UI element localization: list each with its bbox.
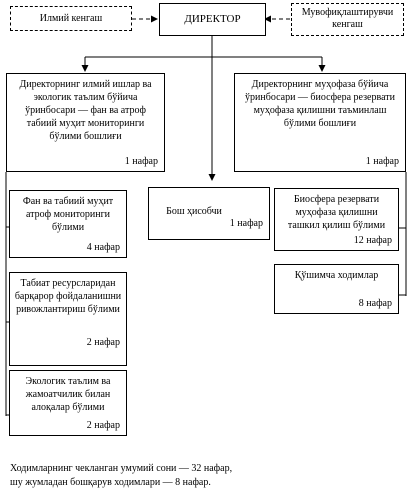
right-unit-1-box	[274, 188, 399, 251]
right-unit-1-count: 12 нафар	[353, 235, 392, 246]
staff-total-line: Ходимларнинг чекланган умумий сони — 32 нафар,	[10, 463, 233, 474]
protection-deputy-count: 1 нафар	[365, 156, 399, 167]
coordinating-council-box	[291, 3, 404, 36]
protection-deputy-title: Директорнинг муҳофаза бўйича ўринбосари — биосфера резервати муҳофаза қилишни таъминлаш бўлими бошлиғи	[245, 79, 395, 129]
right-unit-2-title: Қўшимча ходимлар	[294, 270, 379, 281]
coordinating-council-label: Мувофиқлаштирувчи кенгаш	[301, 7, 394, 30]
left-unit-3-box	[9, 370, 127, 436]
management-staff-line: шу жумладан бошқарув ходимлари — 8 нафар.	[10, 477, 211, 488]
left-unit-1-box	[9, 190, 127, 258]
scientific-council-label: Илмий кенгаш	[39, 13, 103, 24]
science-deputy-count: 1 нафар	[124, 156, 158, 167]
protection-deputy-box	[234, 73, 406, 172]
science-deputy-box	[6, 73, 165, 172]
director-box	[159, 3, 266, 36]
chief-accountant-box	[148, 187, 270, 240]
left-unit-1-count: 4 нафар	[86, 242, 120, 253]
left-unit-2-title: Табиат ресурсларидан барқарор фойдаланишни ривожлантириш бўлими	[14, 278, 122, 315]
left-unit-2-box	[9, 272, 127, 366]
right-unit-2-box	[274, 264, 399, 314]
science-deputy-title: Директорнинг илмий ишлар ва экологик таълим бўйича ўринбосари — фан ва атроф табиий муҳит мониторинги бўлими бошлиғи	[19, 79, 152, 142]
chief-accountant-count: 1 нафар	[229, 218, 263, 229]
staff-total-note	[10, 462, 405, 490]
scientific-council-box	[10, 6, 132, 31]
chief-accountant-title: Бош ҳисобчи	[166, 206, 222, 217]
left-unit-3-count: 2 нафар	[86, 420, 120, 431]
left-unit-2-count: 2 нафар	[86, 337, 120, 348]
left-unit-3-title: Экологик таълим ва жамоатчилик билан алоқалар бўлими	[25, 376, 111, 413]
right-unit-1-title: Биосфера резервати муҳофаза қилишни ташкил қилиш бўлими	[287, 194, 386, 231]
right-unit-2-count: 8 нафар	[358, 298, 392, 309]
left-unit-1-title: Фан ва табиий муҳит атроф мониторинги бўлими	[22, 196, 114, 233]
director-label: ДИРЕКТОР	[184, 13, 241, 25]
